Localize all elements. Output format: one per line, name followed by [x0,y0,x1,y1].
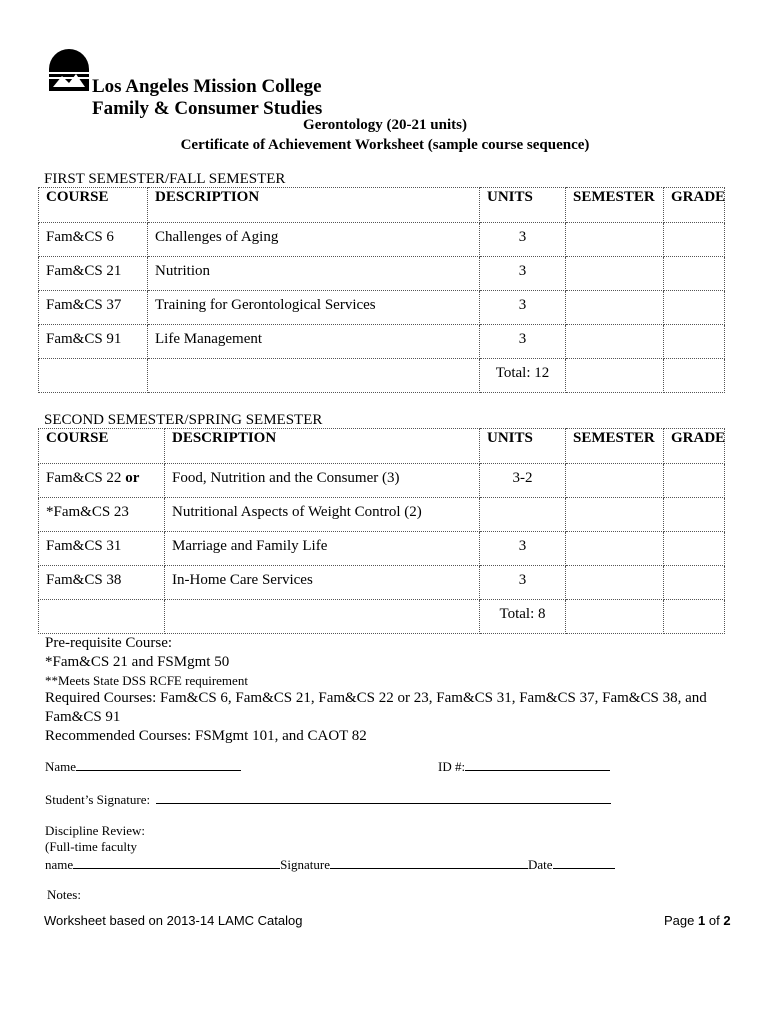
semester-cell[interactable] [566,464,664,498]
semester-cell[interactable] [566,223,664,257]
col-semester: SEMESTER [566,188,664,223]
second-semester-table [38,428,725,634]
col-grade: GRADE [664,429,725,464]
grade-cell[interactable] [664,291,725,325]
first-semester-label: FIRST SEMESTER/FALL SEMESTER [44,171,286,187]
student-signature-row [45,790,611,808]
col-grade: GRADE [664,188,725,223]
empty-cell [39,359,148,393]
units-cell: 3 [480,325,566,359]
course-cell: Fam&CS 21 [39,257,148,291]
prereq-course: *Fam&CS 21 and FSMgmt 50 [45,654,230,670]
col-course: COURSE [39,188,148,223]
name-input-line[interactable] [76,757,241,771]
col-description: DESCRIPTION [148,188,480,223]
units-cell: 3 [480,532,566,566]
grade-cell[interactable] [664,600,725,634]
semester-cell[interactable] [566,532,664,566]
date-label: Date [527,857,553,872]
page-total: 2 [723,913,731,928]
page-prefix: Page [664,913,695,928]
date-line[interactable] [553,855,615,869]
units-cell: 3 [480,257,566,291]
department-name: Family & Consumer Studies [92,98,323,119]
table-header-row [39,429,725,464]
program-title: Gerontology (20-21 units) [303,117,467,133]
description-cell: Nutritional Aspects of Weight Control (2) [165,498,480,532]
table-row [39,257,725,291]
units-cell: 3 [480,566,566,600]
description-cell: Food, Nutrition and the Consumer (3) [165,464,480,498]
course-cell: *Fam&CS 23 [39,498,165,532]
student-signature-label: Student’s Signature: [45,792,151,807]
semester-cell[interactable] [566,257,664,291]
college-logo-icon [47,47,91,91]
units-cell: 3 [480,291,566,325]
course-cell: Fam&CS 38 [39,566,165,600]
college-name-block [92,76,322,120]
semester-cell[interactable] [566,600,664,634]
faculty-name-line[interactable] [73,855,280,869]
description-cell: Marriage and Family Life [165,532,480,566]
table-row [39,566,725,600]
course-code: Fam&CS 22 [46,470,122,486]
grade-cell[interactable] [664,498,725,532]
grade-cell[interactable] [664,257,725,291]
semester-cell[interactable] [566,498,664,532]
recommended-courses: Recommended Courses: FSMgmt 101, and CAOT 82 [45,728,367,744]
id-label: ID #: [438,759,466,774]
student-signature-line[interactable] [156,790,611,804]
grade-cell[interactable] [664,359,725,393]
col-semester: SEMESTER [566,429,664,464]
grade-cell[interactable] [664,566,725,600]
second-semester-label: SECOND SEMESTER/SPRING SEMESTER [44,412,323,428]
table-header-row [39,188,725,223]
units-cell: 3-2 [480,464,566,498]
semester-cell[interactable] [566,566,664,600]
units-cell [480,498,566,532]
faculty-signature-line[interactable] [330,855,528,869]
notes-block [45,634,707,746]
semester-cell[interactable] [566,291,664,325]
table-row [39,223,725,257]
total-units: Total: 12 [480,359,566,393]
total-units: Total: 8 [480,600,566,634]
units-cell: 3 [480,223,566,257]
grade-cell[interactable] [664,532,725,566]
table-row [39,291,725,325]
empty-cell [148,359,480,393]
id-field-row [438,757,610,775]
empty-cell [39,600,165,634]
total-row [39,600,725,634]
first-semester-table [38,187,725,393]
empty-cell [165,600,480,634]
col-units: UNITS [480,429,566,464]
course-cell: Fam&CS 37 [39,291,148,325]
notes-label: Notes: [47,887,81,902]
course-cell: Fam&CS 6 [39,223,148,257]
page-number [664,913,731,928]
faculty-signature-label: Signature [280,857,330,872]
description-cell: Training for Gerontological Services [148,291,480,325]
total-row [39,359,725,393]
faculty-label: (Full-time faculty [45,839,138,854]
description-cell: Challenges of Aging [148,223,480,257]
college-name: Los Angeles Mission College [92,76,322,97]
col-units: UNITS [480,188,566,223]
description-cell: Life Management [148,325,480,359]
page-current: 1 [698,913,706,928]
table-row [39,532,725,566]
faculty-signature-row [45,855,615,873]
footer-catalog-note: Worksheet based on 2013-14 LAMC Catalog [44,913,303,928]
required-courses-line1: Required Courses: Fam&CS 6, Fam&CS 21, Fam&CS 22 or 23, Fam&CS 31, Fam&CS 37, Fam&CS 38, and [45,690,707,706]
discipline-review-block [45,823,615,873]
col-course: COURSE [39,429,165,464]
name-field-row [45,757,241,775]
grade-cell[interactable] [664,223,725,257]
grade-cell[interactable] [664,325,725,359]
discipline-review-label: Discipline Review: [45,823,146,838]
semester-cell[interactable] [566,325,664,359]
course-or-label: or [125,470,140,486]
required-courses-line2: Fam&CS 91 [45,709,121,725]
course-cell: Fam&CS 31 [39,532,165,566]
course-cell: Fam&CS 91 [39,325,148,359]
id-input-line[interactable] [465,757,610,771]
description-cell: In-Home Care Services [165,566,480,600]
page-of: of [708,913,720,928]
worksheet-title: Certificate of Achievement Worksheet (sample course sequence) [180,137,590,153]
prereq-heading: Pre-requisite Course: [45,635,173,651]
semester-cell[interactable] [566,359,664,393]
description-cell: Nutrition [148,257,480,291]
table-row [39,498,725,532]
table-row [39,464,725,498]
grade-cell[interactable] [664,464,725,498]
faculty-name-label: name [45,857,74,872]
table-row [39,325,725,359]
rcfe-note: **Meets State DSS RCFE requirement [45,673,248,688]
name-label: Name [45,759,77,774]
col-description: DESCRIPTION [165,429,480,464]
course-cell [39,464,165,498]
